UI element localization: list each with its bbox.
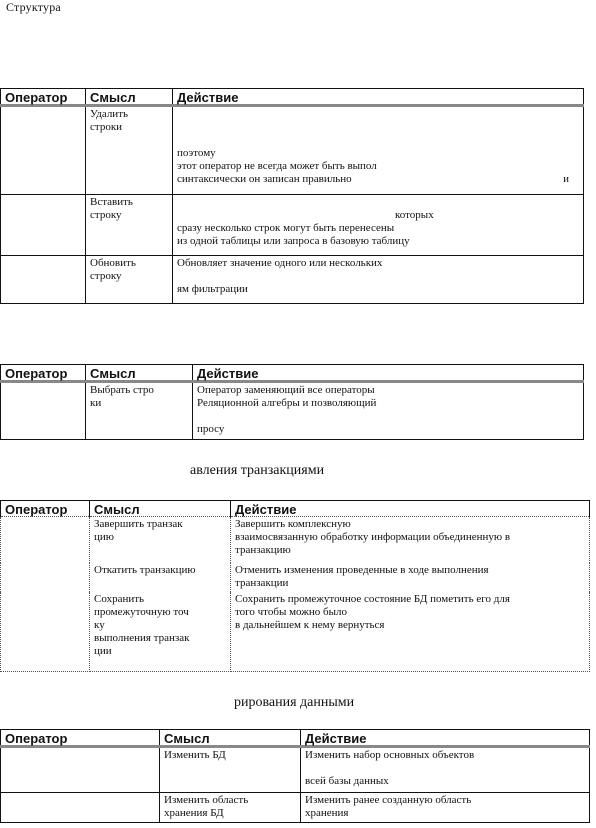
action-line: Изменить ранее созданную область [305, 794, 472, 806]
action-line: хранения [305, 807, 349, 819]
action-cell [231, 592, 590, 672]
action-line: взаимосвязанную обработку информации объединенную в [235, 531, 511, 543]
table-header-row [1, 501, 590, 517]
action-line: того чтобы можно было [235, 605, 347, 618]
meaning-line: Выбрать стро [90, 384, 154, 396]
header-operator: Оператор [1, 89, 86, 106]
meaning-line: строки [90, 121, 123, 133]
table-row [1, 563, 590, 592]
action-line: Обновляет значение одного или нескольких [177, 257, 383, 269]
table-row [1, 793, 590, 823]
meaning-line: хранения БД [164, 807, 224, 819]
action-line: поэтому [177, 147, 216, 159]
meaning-line: промежуточную точ [94, 605, 189, 618]
meaning-line: ции [94, 644, 112, 657]
action-line: синтаксически он записан правильно [177, 173, 352, 185]
meaning-line: Удалить [90, 108, 129, 120]
header-action: Действие [173, 89, 584, 106]
operator-cell [1, 195, 86, 256]
meaning-cell [86, 382, 193, 440]
header-action: Действие [231, 501, 590, 517]
action-line: Оператор заменяющий все операторы [197, 384, 375, 396]
table-data-manipulation [0, 88, 584, 304]
meaning-line: Откатить транзакцию [94, 563, 196, 576]
table-row [1, 592, 590, 672]
table-row [1, 195, 584, 256]
meaning-line: Изменить область [164, 794, 249, 806]
table-row [1, 517, 590, 563]
table-header-row [1, 89, 584, 106]
meaning-line: строку [90, 209, 122, 221]
operator-cell [1, 256, 86, 304]
action-cell [231, 517, 590, 563]
action-line: транзакцию [235, 544, 291, 556]
meaning-cell [90, 517, 231, 563]
action-line: просу [197, 423, 225, 435]
action-cell [231, 563, 590, 592]
header-meaning: Смысл [86, 365, 193, 382]
action-cell [301, 793, 590, 823]
meaning-line: строку [90, 270, 122, 282]
operator-cell [1, 747, 160, 793]
operator-cell [1, 793, 160, 823]
section-caption: рирования данными [234, 695, 355, 710]
action-line: из одной таблицы или запроса в базовую таблицу [177, 235, 410, 247]
operator-cell [1, 563, 90, 592]
meaning-line: выполнения транзак [94, 631, 190, 644]
table-row [1, 256, 584, 304]
action-line: этот оператор не всегда может быть выпол [177, 160, 377, 172]
meaning-cell [160, 793, 301, 823]
action-line: в дальнейшем к нему вернуться [235, 618, 385, 631]
meaning-line: Обновить [90, 257, 136, 269]
table-select [0, 364, 584, 440]
action-cell [173, 106, 584, 195]
meaning-line: Изменить БД [164, 749, 226, 761]
meaning-line: Сохранить [94, 592, 145, 605]
header-meaning: Смысл [86, 89, 173, 106]
action-line: всей базы данных [305, 775, 389, 787]
operator-cell [1, 382, 86, 440]
header-action: Действие [193, 365, 584, 382]
action-line: ям фильтрации [177, 283, 248, 295]
action-cell [301, 747, 590, 793]
meaning-line: ки [90, 397, 102, 409]
table-header-row [1, 365, 584, 382]
header-meaning: Смысл [90, 501, 231, 517]
action-cell [193, 382, 584, 440]
header-action: Действие [301, 730, 590, 747]
action-line: Завершить комплексную [235, 518, 351, 530]
meaning-cell [86, 195, 173, 256]
operator-cell [1, 517, 90, 563]
table-row [1, 747, 590, 793]
table-row [1, 382, 584, 440]
meaning-cell [90, 592, 231, 672]
operator-cell [1, 592, 90, 672]
header-meaning: Смысл [160, 730, 301, 747]
action-fragment: и [563, 173, 569, 185]
action-line: Отменить изменения проведенные в ходе выполнения [235, 563, 489, 576]
action-line: Реляционной алгебры и позволяющий [197, 397, 377, 409]
page-title: Структура [6, 0, 61, 14]
table-header-row [1, 730, 590, 747]
action-line: сразу несколько строк могут быть перенесены [177, 222, 395, 234]
header-operator: Оператор [1, 730, 160, 747]
table-transactions [0, 500, 590, 672]
meaning-line: Завершить транзак [94, 518, 183, 530]
meaning-cell [90, 563, 231, 592]
header-operator: Оператор [1, 365, 86, 382]
meaning-cell [86, 256, 173, 304]
section-caption: авления транзакциями [190, 463, 325, 478]
operator-cell [1, 106, 86, 195]
action-line: Изменить набор основных объектов [305, 749, 475, 761]
header-operator: Оператор [1, 501, 90, 517]
action-cell [173, 195, 584, 256]
action-cell [173, 256, 584, 304]
meaning-line: цию [94, 531, 114, 543]
table-data-definition [0, 729, 590, 823]
table-row [1, 106, 584, 195]
action-line: транзакции [235, 576, 289, 589]
meaning-line: ку [94, 618, 105, 631]
action-line: которых [395, 209, 434, 221]
meaning-cell [160, 747, 301, 793]
meaning-line: Вставить [90, 196, 133, 208]
meaning-cell [86, 106, 173, 195]
action-line: Сохранить промежуточное состояние БД пометить его для [235, 592, 510, 605]
